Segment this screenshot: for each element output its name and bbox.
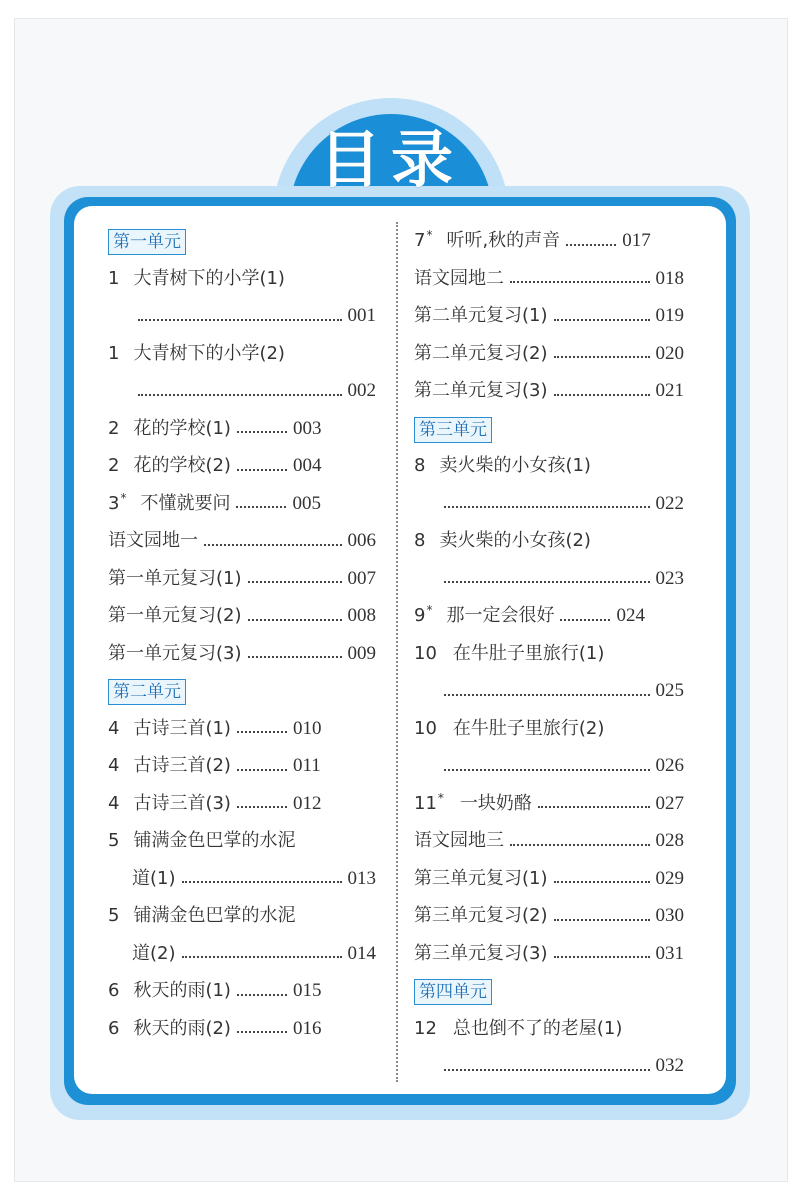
entry-title: 第一单元复习(2) [108,605,242,626]
page-number: 011 [292,755,321,776]
entry-title: 第三单元复习(2) [414,905,548,926]
page-number: 014 [347,942,376,964]
toc-entry[interactable] [414,1047,684,1085]
leader-dots [444,1069,650,1071]
page-number: 021 [655,380,684,401]
leader-dots [182,956,342,958]
page-number: 003 [292,417,322,439]
page-number: 020 [655,342,684,364]
entry-title: 第一单元复习(1) [108,567,242,589]
page-number: 009 [347,642,376,664]
toc-entry[interactable] [414,897,684,935]
entry-number-text: 10 [414,642,437,664]
entry-title: 花的学校(1) [133,417,231,439]
toc-entry[interactable] [414,860,684,898]
leader-dots [138,319,342,321]
toc-entry[interactable] [414,522,684,560]
entry-title: 古诗三首(3) [133,792,231,814]
toc-entry[interactable] [414,372,684,410]
unit-heading [108,672,376,710]
toc-entry[interactable] [108,597,376,635]
optional-marker: * [437,790,444,805]
entry-number [414,635,437,673]
entry-number [108,485,126,523]
entry-number [108,897,119,935]
toc-entry[interactable] [414,635,684,673]
entry-title: 大青树下的小学(1) [133,267,285,289]
leader-dots [554,919,650,921]
optional-marker: * [120,490,127,505]
entry-number [108,410,119,448]
leader-dots [444,694,650,696]
toc-entry[interactable] [414,335,684,373]
leader-dots [554,394,650,396]
toc-entry[interactable] [108,935,376,973]
optional-marker: * [426,603,433,617]
entry-title: 第二单元复习(3) [414,380,548,401]
unit-heading [414,410,684,448]
page-number: 023 [655,567,684,589]
entry-title: 在牛肚子里旅行(1) [452,642,605,664]
page-number: 031 [655,942,684,964]
entry-number-text: 2 [108,455,120,476]
entry-title: 听听,秋的声音 [446,230,561,251]
unit-label: 第二单元 [108,679,186,705]
entry-title: 不懂就要问 [140,492,231,514]
toc-entry[interactable] [108,335,376,373]
entry-number [108,822,119,860]
leader-dots [510,844,650,846]
page-number: 015 [292,980,322,1001]
entry-title: 铺满金色巴掌的水泥 [133,830,296,851]
optional-marker: * [426,228,433,242]
toc-entry[interactable] [414,447,684,485]
leader-dots [237,769,287,771]
leader-dots [248,656,342,658]
entry-number-text: 4 [108,717,120,739]
leader-dots [444,506,650,508]
entry-number-text: 6 [108,1017,120,1039]
entry-number-text: 5 [108,905,120,926]
entry-title: 语文园地一 [108,530,198,551]
entry-title: 第二单元复习(1) [414,305,548,326]
entry-number-text: 1 [108,267,120,289]
leader-dots [444,769,650,771]
entry-number-text: 8 [414,530,426,551]
entry-title: 第三单元复习(3) [414,942,548,964]
leader-dots [444,581,650,583]
entry-number [108,1010,119,1048]
leader-dots [554,956,650,958]
page-title: 目录 [318,123,463,196]
leader-dots [237,806,287,808]
entry-title: 语文园地二 [414,267,504,289]
page-number: 005 [292,492,321,514]
toc-entry[interactable] [108,447,376,485]
entry-title: 铺满金色巴掌的水泥 [133,905,296,926]
unit-label: 第三单元 [414,417,492,443]
page-number: 032 [655,1055,684,1076]
toc-entry[interactable] [108,1010,376,1048]
toc-entry[interactable] [108,860,376,898]
entry-number [414,597,432,635]
leader-dots [554,319,650,321]
leader-dots [138,394,342,396]
entry-title: 花的学校(2) [133,455,231,476]
page-number: 012 [292,792,322,814]
entry-number [108,260,119,298]
toc-entry[interactable] [414,1010,684,1048]
unit-heading [414,972,684,1010]
page-number: 024 [616,605,645,626]
unit-label: 第四单元 [414,979,492,1005]
entry-title: 总也倒不了的老屋(1) [452,1017,623,1039]
toc-entry[interactable] [414,747,684,785]
entry-number [108,747,119,785]
entry-title: 大青树下的小学(2) [133,342,285,364]
entry-number [108,785,119,823]
leader-dots [554,356,650,358]
column-divider [396,222,398,1082]
entry-number [414,522,425,560]
toc-entry[interactable] [108,560,376,598]
page-number: 004 [292,455,322,476]
entry-number-text: 9 [414,605,426,626]
entry-title: 语文园地三 [414,830,504,851]
leader-dots [248,581,342,583]
toc-entry[interactable] [414,297,684,335]
toc-entry[interactable] [414,260,684,298]
entry-title: 古诗三首(2) [133,755,231,776]
leader-dots [237,469,287,471]
page-number: 022 [655,492,684,514]
entry-number-text: 3 [108,492,120,514]
entry-title: 秋天的雨(2) [133,1017,231,1039]
page-number: 017 [622,230,651,251]
toc-entry[interactable] [414,935,684,973]
entry-number-text: 11 [414,792,437,814]
toc-entry[interactable] [414,597,684,635]
entry-number [414,222,432,260]
entry-number [414,447,425,485]
entry-number-text: 1 [108,342,120,364]
leader-dots [510,281,650,283]
entry-number-text: 6 [108,980,120,1001]
page-number: 019 [655,305,684,326]
leader-dots [182,881,342,883]
toc-entry[interactable] [108,972,376,1010]
entry-title: 卖火柴的小女孩(2) [439,530,591,551]
entry-title: 道(1) [132,867,176,889]
toc-column-left [108,222,376,1047]
toc-entry[interactable] [414,222,684,260]
entry-number-text: 5 [108,830,120,851]
leader-dots [566,244,616,246]
page-number: 007 [347,567,376,589]
page-number: 010 [292,717,322,739]
entry-title: 那一定会很好 [446,605,555,626]
entry-title: 第二单元复习(2) [414,342,548,364]
page-number: 018 [655,267,684,289]
leader-dots [538,806,650,808]
page-number: 026 [655,755,684,776]
leader-dots [204,544,342,546]
entry-number [108,335,119,373]
entry-title: 古诗三首(1) [133,717,231,739]
toc-entry[interactable] [108,297,376,335]
toc-entry[interactable] [108,635,376,673]
toc-entry[interactable] [108,785,376,823]
page-number: 002 [347,380,376,401]
toc-entry[interactable] [414,560,684,598]
toc-entry[interactable] [108,522,376,560]
entry-number-text: 4 [108,792,120,814]
leader-dots [560,619,610,621]
leader-dots [236,506,286,508]
toc-entry[interactable] [108,260,376,298]
toc-entry[interactable] [414,485,684,523]
entry-number-text: 7 [414,230,426,251]
leader-dots [237,731,287,733]
toc-entry[interactable] [414,785,684,823]
page-number: 027 [655,792,684,814]
leader-dots [237,431,287,433]
leader-dots [248,619,342,621]
page-number: 001 [347,305,376,326]
unit-label: 第一单元 [108,229,186,255]
page-number: 006 [347,530,376,551]
entry-number-text: 12 [414,1017,437,1039]
entry-number [414,1010,437,1048]
entry-title: 道(2) [132,942,176,964]
page-number: 028 [655,830,684,851]
entry-number-text: 8 [414,455,426,476]
toc-entry[interactable] [108,410,376,448]
page-number: 029 [655,867,684,889]
toc-entry[interactable] [108,372,376,410]
entry-title: 第一单元复习(3) [108,642,242,664]
page-number: 016 [292,1017,322,1039]
entry-number [414,710,437,748]
toc-entry[interactable] [108,897,376,935]
entry-title: 一块奶酪 [459,792,532,814]
entry-number-text: 4 [108,755,120,776]
entry-number [108,972,119,1010]
toc-column-right [414,222,684,1085]
toc-entry[interactable] [414,710,684,748]
page-number: 030 [655,905,684,926]
entry-title: 卖火柴的小女孩(1) [439,455,591,476]
toc-entry[interactable] [108,485,376,523]
leader-dots [237,994,287,996]
page-number: 013 [347,867,376,889]
entry-number-text: 10 [414,717,437,739]
toc-entry[interactable] [108,710,376,748]
unit-heading [108,222,376,260]
page-number: 008 [347,605,376,626]
entry-title: 秋天的雨(1) [133,980,231,1001]
page-number: 025 [655,680,684,701]
entry-number-text: 2 [108,417,120,439]
toc-entry[interactable] [414,672,684,710]
entry-title: 在牛肚子里旅行(2) [452,717,605,739]
entry-title: 第三单元复习(1) [414,867,548,889]
toc-entry[interactable] [108,822,376,860]
entry-number [108,447,119,485]
leader-dots [237,1031,287,1033]
entry-number [108,710,119,748]
entry-number [414,785,444,823]
toc-entry[interactable] [108,747,376,785]
toc-entry[interactable] [414,822,684,860]
leader-dots [554,881,650,883]
